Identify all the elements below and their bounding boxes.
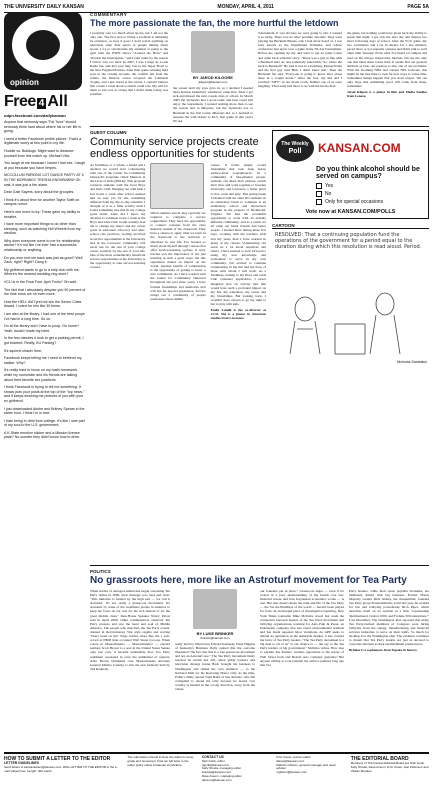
guest-column xyxy=(90,130,266,366)
guest-headline: Community service projects create endless opportunities for students xyxy=(90,135,259,160)
commentary-headline: The more passionate the fan, the more hurtful the letdown xyxy=(90,18,339,28)
poll-vote-link[interactable]: Vote now at KANSAN.COM/POLLS xyxy=(305,208,396,215)
free-for-all-sidebar xyxy=(4,12,86,748)
poll-option-label: Yes xyxy=(325,182,334,189)
contact-name: D.M. Kusel, opinion editor xyxy=(276,755,311,759)
kansan-logo: KANSAN.COM xyxy=(318,140,401,155)
commentary-col-2-wrap xyxy=(173,31,253,123)
politics-col-4: Party leaders, while their spout populist bromides, are intimately linked with big business. Former House Majority Leader Dick Armey, the mastermind, founded Tea Party group FreedomWorks. Until last year, he worked for law and lobbying powerhouse DLA Piper, which describes itself on its website as a firm "representing 'multinational, Global 1000, and Fortune 500 enterprises.'" Last December, The Washington Post reported that many Tea Party-backed members of Congress were hiring lobbyists from the energy, manufacturing and financial services industries to serve on their staffs. So much for sticking it to the Washington elite. The evidence continues to mount that Tea Party leaders are just as devoted to corporate interests as their establishment predecessors. xyxy=(349,589,429,647)
politics-label: POLITICS xyxy=(90,569,111,574)
cco-logo xyxy=(150,163,204,209)
commentary-byline xyxy=(173,75,253,84)
guidelines-title: LETTER GUIDELINES xyxy=(4,761,39,765)
free-for-all-list xyxy=(4,120,86,440)
byline-email: jkilgore@kansan.com xyxy=(198,80,228,84)
poll-option-special[interactable] xyxy=(316,199,425,205)
opinion-logo xyxy=(4,12,82,90)
contact-email[interactable]: ngerik@kansan.com xyxy=(201,762,230,767)
free-for-all-item: A K-State emotion sticker and a Mission license plate? No wonder they didn't know how to drive. xyxy=(4,430,81,440)
contact-title: CONTACT US xyxy=(201,755,224,759)
cartoon-credit: Nicholas Sambaluk xyxy=(397,359,427,364)
opinion-o-glyph xyxy=(12,16,74,74)
politics-section xyxy=(90,562,429,691)
contact-name: Dave Axsom, managing editor xyxy=(201,773,242,778)
cartoon-label: CARTOON xyxy=(272,222,295,228)
free-for-all-item: I'm at the library and I have to poop. Go home? Yeah, would I trade my toilet. xyxy=(4,324,80,333)
poll-option-label: Only for special occasions xyxy=(325,198,384,205)
letters-footer xyxy=(4,752,429,798)
free-for-all-item: VCU is in the Final Four. April Fools? Oh wait. xyxy=(4,280,77,285)
cartoon-drawing xyxy=(275,269,425,359)
contact-name: Nick Gerik, editor xyxy=(201,758,225,763)
free-for-all-item: I am also at the library. I had one of the best poops I've had in a long time. So on. xyxy=(4,312,85,321)
free-for-all-url: udpn.facebook.com/dailykansan xyxy=(4,113,66,118)
free-for-all-item: Anyone that seriously says "Fat Tuna" should seriously think hard about where his or her life is going. xyxy=(4,120,81,134)
checkbox-icon[interactable] xyxy=(316,199,322,205)
free-for-all-item: Facebook keeps telling me I need to befriend my stalker. Why? xyxy=(4,356,82,365)
contact-group-2 xyxy=(276,756,344,798)
poll-word: Poll xyxy=(288,147,302,155)
contact-name: Malcolm Gibson, general manager and news adviser xyxy=(276,762,336,771)
letter-guidelines xyxy=(4,756,121,798)
guest-body xyxy=(90,163,266,321)
poll-option-yes[interactable] xyxy=(316,183,425,189)
cartoon-caption: RESOLVED: That a continuing population fund the operations of the government for a period equal to the duration during which this resolution is read aloud. Period. xyxy=(275,231,422,250)
free-for-all-item: I think it's about time for another Taylor Swift on campus rumor. xyxy=(4,197,80,207)
politics-col-1: When hordes of outraged Americans began convening Tea Party rallies in 2009, their message was loud and clear. "This initiative is funded by the high end — we call it Astroturf. It's not really a grassroots movement. It's Astroturf by some of the wealthiest people in America to keep the focus on tax cuts for the rich instead of for the great middle class," then-House Speaker Nancy Pelosi said in April 2009. Other commentators observed Tea Party protests and saw the heart and soul of Middle America. The people who marched, the Tea Party events, donned in Revolutionary War style regalia and waving "Don't tread on me" flags, harder, more like the 1 p.m. crowd at IHOP than occupied Wall Street tycoons. When voters in Massachusetts — Massachusetts! — elected perhaps Scott Brown to a seat in the United States Senate only last year, it became undeniable that: Tea Party sentiment resonated in even the unlikeliest of regions. After Brown triumphed over Massachusetts Attorney General Martha Coakley to win the seat formerly held by Ted Kennedy, xyxy=(90,589,170,671)
contact-name: Kelly Stroda, managing editor xyxy=(201,766,242,771)
free-for-all-item: I think Facebook is trying to tell me something. It shows puts your posts at the top of the "top news," and it keeps showing me pictures of you with your ex girlfriend. xyxy=(4,385,85,403)
checkbox-icon[interactable] xyxy=(316,191,322,197)
guest-bio: Emily Lundh is the co-director at CCO. She is a junior in American studies from Lawrence. xyxy=(210,308,266,321)
board-title: THE EDITORIAL BOARD xyxy=(350,756,409,762)
commentary-col-4-wrap xyxy=(347,31,427,123)
right-column xyxy=(272,130,429,366)
guest-and-poll-row xyxy=(90,130,429,366)
free-for-all-item: I just downloaded Adobe and Britney Spears in the same hour. I think I'm in love. xyxy=(4,406,85,416)
free-for-all-item: I have more important things to do other than sleeping, such as watching Hot Wheels from my window. xyxy=(4,222,81,236)
commentary-col-4: the game, but nothing could have given back my ability to speak that night. I got sick the next day and missed two more following days of school. After the VCU game, my two roommates and I sat in silence for a few minutes, paced more or not supreme oneness and didn't talk to each other until Tuesday. From what I've heard on campus and read on the always trustworthy Internet, I'm not the only one that takes these losses hard. It seems that our greatest attribute as fans, our passion, is also one of our problems. With the booming NBA and current NFL lockouts, this might be the best time to look for new ways to waste time. Sometimes things happen that you don't expect. We can only hope that something good will come from these, sometimes. xyxy=(347,31,427,89)
free-for-all-item: MCCOLLUM PARKING LOT DANCE PARTY AT 4 IN THE MORNING!! TEESHA KNOWWWW! Oh wait, it was just a fire alarm. xyxy=(4,173,84,187)
submission-text: The submission should include the author's name, grade and hometown. Find our full letter to the editor policy online at kansan.com/letters. xyxy=(127,755,194,767)
section-divider xyxy=(90,565,429,566)
contact-email[interactable]: dkusel@kansan.com xyxy=(276,758,305,763)
free-for-all-item: My girlfriend wants to go to a strip club with me. Where's the nearest wedding ring store? xyxy=(4,267,80,277)
commentary-label: COMMENTARY xyxy=(90,12,128,17)
commentary-col-3: Tournament. It was obvious we were going to win. I wanted it so badly. There was no other possible outcome. They were playing the Bucknell Bisons, who I had never heard of. I was born known as the Intermittent Wiltshire, and whose conference had never won a game in the NCAA Tournament. Before the opening tip my dad went to get us some Cokes and came back with this story: "There was a guy in line with a Bucknell shirt on, and somebody asked him, 'So, where the heck is Bucknell?' He said it was in Lewisburg, Pennsylvania and the first guy said 'Huh, I didn't know that.' Then the Bucknell fan said, 'Everyone is going to know after about three in a couple hours.'" After the loss, my dad and I watched "SIFY" in our motel room. Neither one of us were laughing. That really had more to do with the movie than xyxy=(258,31,342,89)
submit-title: HOW TO SUBMIT A LETTER TO THE EDITOR xyxy=(4,756,111,762)
politics-bio: Brinker is a sophomore from Topeka in history. xyxy=(349,648,418,653)
poll-header xyxy=(276,134,425,162)
politics-col-3: our founders put in place." Grassroots anger — even if it's rooted in a poor understanding of the health care law, financial rescue and how Keynesian economics works — is real. But that doesn't mean the rank-and-file of the Tea Party — the Joe the Plumbers of the world — haven't been played for fools. In an intrepid piece of investigative reporting, New York Times journalist Mike McIntire reveal last week the connection between leaders of the Tea Party movement and lobbying organizations working for Asia Pulp & Paper, an Indonesian company that has razed environmental habitats and has made repeated labor violations. As APP seeks to defend its reputation in the American market, it has courted the favor of Tea Party leaders. "The Tea Party movement is a big deal to all of us" is our chance to — the say to the Tea Party leaders of big government," McIntire writes. How else to explain Tea Partiers' resolute opposition to the rescue of Wall Street from and Detroit auto company guaranty? But anyone willing to look beneath the surface realized long ago that Tea xyxy=(260,589,344,667)
cartoon-panel xyxy=(272,228,429,366)
author-photo xyxy=(193,589,237,629)
all-word: All xyxy=(47,93,68,110)
weekly-poll-badge xyxy=(276,134,314,162)
contact-group-1 xyxy=(202,756,270,798)
main-content xyxy=(90,12,429,366)
contact-email[interactable]: mgibson@kansan.com xyxy=(276,770,307,775)
guest-col-1: As freshmen, or a whale, a friend and I decided we would start volunteering with one of the Center for Community Outreach's programs called Mentors in the Lives of Kids (MILK). This program connects students with the local Boys and Girls Club. Hanging out with kids a few hours a week after school seemed like an easy job for me, something different from my day-to-day schedule. I thought of it as a filler activity until I found something else that fit my college goals better. Little did I know my decision to volunteer twice a week at the Boys and Girls Club would actually lead me to change my major and my career goals in education advocacy and after-school care practices. Getting involved in service opportunities at the University and in the Lawrence community will never use for the rest of your college career, possibly for the rest of your life. One of the most academically beneficial service opportunities at the University is the opportunity to take service-learning courses. xyxy=(90,162,146,270)
contact-email[interactable]: kstroda@kansan.com xyxy=(201,770,231,775)
free-for-all-item: You laugh at me because I haven't had sex. I laugh at you because you have herpes. xyxy=(4,161,86,170)
politics-body xyxy=(90,589,429,691)
free-for-all-item: Dear Gale Sayers, sorry about the groupies. xyxy=(4,190,75,195)
politics-byline xyxy=(175,631,255,640)
byline-email: lbrinker@kansan.com xyxy=(200,636,230,640)
politics-headline: No grassroots here, more like an Astroturf movement for Tea Party xyxy=(90,575,407,586)
guest-column-label: GUEST COLUMN xyxy=(90,129,127,135)
byline-name: BY JAROD KILGORE xyxy=(193,75,233,80)
paper-name: THE UNIVERSITY DAILY KANSAN xyxy=(4,4,84,10)
guest-col-3: causes. It forms deeply rooted friendships that took deep below surface-level acquaintances. In a community of like-minded people, students can share their passion, enrich their lives and work together to broaden University and Lawrence a better place to live, work and play. This spring break I travelled with six other KU students on an alternative break to volunteer at an elementary school and afterschool program in the projects of Richmond, Virginia. We had the wonderful opportunity to work with an entirely different community, and as a result we all came out better friends and better people. I learned more during those few days, working with the teachers, kids and my peers than I have learned in many of my classes. Volunteering can teach us a lot about ourselves and others. I have learned to look forward to using my new knowledge and excitement to serve in my own community. I'm excited to continue volunteering in my life and the lives of those with whom I will work. As a freshman, turning to my Boys and Girls Club volunteer application, I never imagined how an activity like that would have such a profound impact on my life, my education, my career and my friendships. But looking back, I wouldn't have chosen to go my right to but to play with kids. xyxy=(210,162,266,307)
checkbox-icon[interactable] xyxy=(316,183,322,189)
politics-col-2-wrap xyxy=(175,589,255,691)
four-badge: 4 xyxy=(38,98,45,109)
guest-col-2-wrap xyxy=(150,163,205,321)
free-for-all-item: I hate being in debt from college. It's like I owe part of my soul to the U.S. government. xyxy=(4,418,85,428)
contact-email[interactable]: daxsom@kansan.com xyxy=(201,777,232,782)
free-for-all-logo xyxy=(4,93,86,111)
poll-option-label: No xyxy=(325,190,332,197)
free-for-all-item: Do you ever text me back was just as good? Well Zack, right? Right? Dang it. xyxy=(4,255,83,265)
free-for-all-item: How the HELL did Tyrel not win the Senior Class Award. I voted for him like 30 times. xyxy=(4,299,82,309)
commentary-col-1: I probably care too much about sports, but I am not the only one. The first step to fixing a problem is admitting its existence, so here it goes: I don't watch anything on television other than sports or people talking about sports. I try to synchronize my attempts at going to the gym with the ESPN shows "Around the Horn" and "Pardon the Interruption," and I take trains by the season I follow way too hard. In 2001, I was a huge St. Louis Rams fan, and that year they lost in the Super Bowl to the New England Patriots. After their game-winning field goal in the closing seconds, the confetti fell from the rafters, the Patriots' owner accepted the Lombardi Trophy, and I just stared at the screen. I couldn't believe that a team I cared about so much could lose. My will for them to win was so strong that I didn't think losing was possible. xyxy=(90,31,168,97)
commentary-body xyxy=(90,31,429,123)
guidelines-text: Send letters to kansanletters@kansan.com. Write LETTER TO THE EDITOR in the e-mail subject line. Length: 300 words. xyxy=(4,764,118,773)
commentary-col-2: the screen until my eyes gave in, so I decided I needed more Kansas basketball, whichever came first. Then I got sick and missed the next couple days of school. In March 2005 the Jayhawks had a good team, and fans could still enjoy the tournament. I wanted nothing more than to see the season end in Missouri, but the Jayhawks lost to Bucknell in the first round. Missouri did, so I decided to surprise me with tickets to KU's first game in that year's NCAA xyxy=(173,86,253,123)
poll-question: Do you think alcohol should be served on campus? xyxy=(316,165,420,180)
free-for-all-item: In the few minutes it took to get a parking permit, I got ticketed. Really, KU Parking? xyxy=(4,336,84,345)
free-for-all-item: It's really hard to focus on my math homework while my roommate and his friends are talking about their favorite sex positions. xyxy=(4,368,78,382)
author-photo xyxy=(191,31,235,73)
section-divider xyxy=(90,126,429,127)
byline-name: BY LUKE BRINKER xyxy=(196,631,234,636)
free-for-all-item: The fact that I absolutely despise you 90 percent of the time turns me on even more. xyxy=(4,287,86,297)
editorial-board xyxy=(351,756,429,798)
issue-date: MONDAY, APRIL 4, 2011 xyxy=(217,4,274,10)
free-for-all-item: Why does everyone come to me for relationship advice? It's not like I've ever had a successful relationship or anything. xyxy=(4,238,81,253)
free-for-all-item: Here's one more to try: These gave my ability to breathe. xyxy=(4,209,81,219)
free-for-all-item: I need a better Facebook profile picture. That's a legitimate worry at this point in my life. xyxy=(4,136,82,146)
commentary-bio: Jarod Kilgore is a junior in film and Media Studies from Lenexa. xyxy=(347,90,427,99)
guest-col-3-wrap xyxy=(211,163,266,321)
free-word: Free xyxy=(4,93,36,110)
weekly-poll-box xyxy=(272,130,429,219)
poll-option-no[interactable] xyxy=(316,191,425,197)
politics-col-2: really held by liberal lion Edward Kennedy, Dana Higgins of Kennedy's Business Daily opined that the outcome illustrated "the fact that this is a true grassroots movement and not an Astroturf one." The Tea Party movement likely reached its zenith last fall, when giddy backers and television throngs Glenn Beck brought his business to Washington and rallied his own audience — to the National Mall for his Restoring Honor rally. At the time, Politico Daily quoted Todd Baird of San Antonio, who felt compelled to attend the rally because he feared "our country is headed in the wrong direction, away from the values xyxy=(175,642,255,692)
guest-col-2: When students enroll, they typically are required to complete a service requirement. They have the opportunity to connect concepts from the class material outside of the classroom. They have a chance to apply what we learn in the classroom to the textbook to situations in real life. I've learned so much about myself through courses that offer service-learning options. It truly teaches you the importance of not just learning in such a great ways, but this experience makes an impact on the world. Another benefit of volunteering is the opportunity of getting to know a new community. As I have worked with the Center for Community Outreach throughout the past three years, I have formed friendships and memories that will last far beyond graduation. Service brings out a community of people passionate about similar xyxy=(150,210,206,301)
free-for-all-item: It's squirrel chasin' time. xyxy=(4,348,43,353)
board-text: Members of The Kansan Editorial Board are Nick Gerik, Kelly Stroda, Dave Axsom, D.M. Kusel, Joel Petterson and Vikaas Shanker. xyxy=(350,761,429,773)
opinion-label: opinion xyxy=(10,78,39,87)
free-for-all-item: Huddle vs. Bulldogs. Might want to distance yourself from this match up. Michael Vick. xyxy=(4,148,74,158)
weekly-word: The Weekly xyxy=(281,140,309,147)
page-number: PAGE 5A xyxy=(407,4,429,10)
politics-col-4-wrap xyxy=(349,589,429,691)
